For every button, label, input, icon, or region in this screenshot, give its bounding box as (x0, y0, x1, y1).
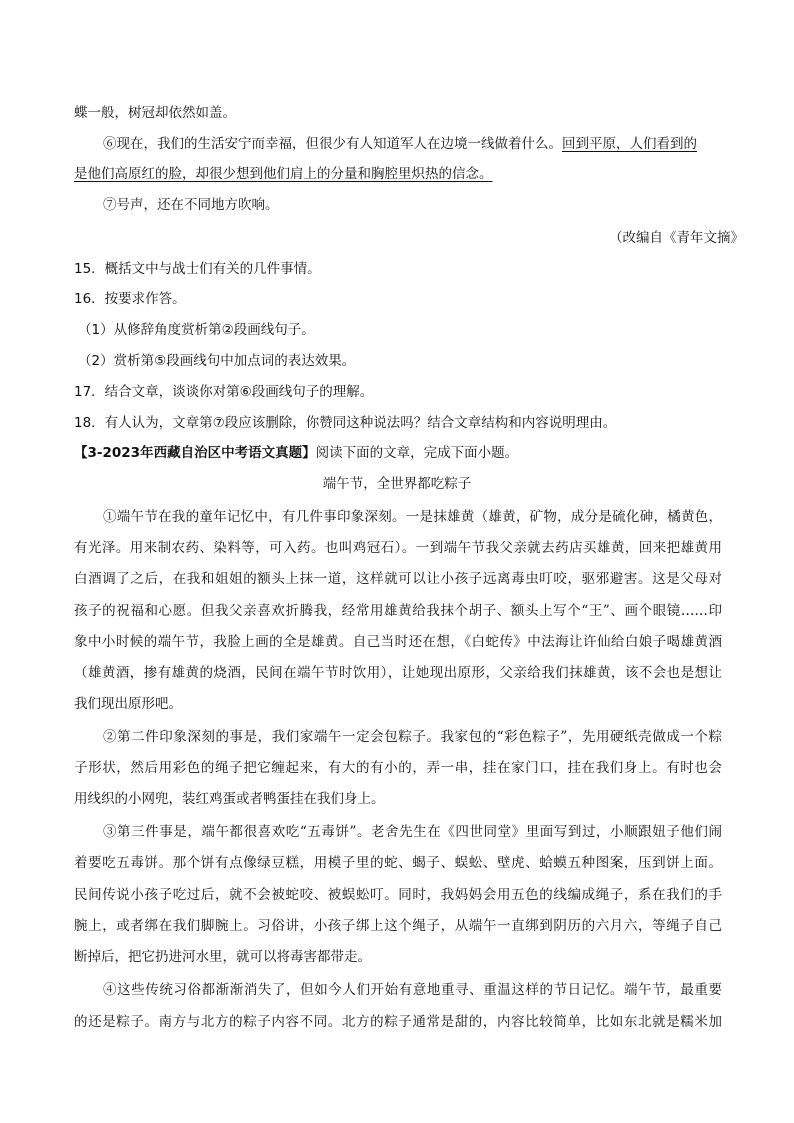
paragraph-7: ⑦号声，还在不同地方吹响。 (103, 197, 279, 213)
question-16: 16．按要求作答。 (74, 291, 186, 307)
section-tag: 【3-2023年西藏自治区中考语文真题】 (74, 445, 316, 461)
article-line: 孩子的祝福和心愿。但我父亲喜欢折腾我，经常用雄黄给我抹个胡子、额头上写个“王”、画个眼镜……印 (74, 603, 722, 619)
article-line: 着要吃五毒饼。那个饼有点像绿豆糕，用模子里的蛇、蝎子、蜈蚣、壁虎、蛤蟆五种图案，压到饼上面。 (74, 855, 722, 871)
section-header (74, 443, 722, 463)
article-line: 用线织的小网兜，装红鸡蛋或者鸭蛋挂在我们身上。 (74, 791, 385, 807)
article-line: 子形状，然后用彩色的绳子把它缠起来，有大的有小的，弄一串，挂在家门口，挂在我们身上。有时也会 (74, 760, 722, 776)
source-citation: （改编自《青年文摘》 (609, 230, 744, 246)
article-line: 断掉后，把它扔进河水里，就可以将毒害都带走。 (74, 949, 371, 965)
article-line: 我们现出原形吧。 (74, 696, 182, 712)
article-line: 有光泽。用来制农药、染料等，可入药。也叫鸡冠石）。一到端午节我父亲就去药店买雄黄，回来把雄黄用 (74, 540, 722, 556)
underlined-sentence: 回到平原，人们看到的 (562, 136, 697, 152)
article-line: ②第二件印象深刻的事是，我们家端午一定会包粽子。我家包的“彩色粽子”，先用硬纸壳做成一个粽 (103, 729, 722, 745)
section-instruction: 阅读下面的文章，完成下面小题。 (315, 445, 519, 461)
paragraph-6-text: ⑥现在，我们的生活安宁而幸福，但很少有人知道军人在边境一线做着什么。 (103, 136, 562, 152)
article-line: ④这些传统习俗都渐渐消失了，但如今人们开始有意地重寻、重温这样的节日记忆。端午节，最重要 (103, 982, 722, 998)
article-line: 的还是粽子。南方与北方的粽子内容不同。北方的粽子通常是甜的，内容比较简单，比如东北就是糯米加 (74, 1014, 722, 1030)
question-18: 18．有人认为，文章第⑦段应该删除，你赞同这种说法吗？结合文章结构和内容说明理由。 (74, 415, 617, 431)
question-17: 17．结合文章，谈谈你对第⑥段画线句子的理解。 (74, 384, 374, 400)
article-line: 白酒调了之后，在我和姐姐的额头上抹一道，这样就可以让小孩子远离毒虫叮咬，驱邪避害。这是父母对 (74, 571, 722, 587)
question-16-2: （2）赏析第⑤段画线句中加点词的表达效果。 (78, 353, 356, 369)
question-15: 15．概括文中与战士们有关的几件事情。 (74, 261, 321, 277)
article-line: ③第三件事是，端午都很喜欢吃“五毒饼”。老舍先生在《四世同堂》里面写到过，小顺跟妞子他们闹 (103, 824, 722, 840)
paragraph-6-line-2 (74, 164, 722, 184)
article-line: （雄黄酒，掺有雄黄的烧酒，民间在端午节时饮用），让她现出原形，父亲给我们抹雄黄，该不会也是想让 (74, 665, 722, 681)
question-16-1: （1）从修辞角度赏析第②段画线句子。 (78, 322, 315, 338)
article-line: 民间传说小孩子吃过后，就不会被蛇咬、被蜈蚣叮。同时，我妈妈会用五色的线编成绳子，系在我们的手 (74, 887, 722, 903)
article-line: 象中小时候的端午节，我脸上画的全是雄黄。自己当时还在想，《白蛇传》中法海让许仙给白娘子喝雄黄酒 (74, 634, 722, 650)
article-line: ①端午节在我的童年记忆中，有几件事印象深刻。一是抹雄黄（雄黄，矿物，成分是硫化砷，橘黄色， (103, 509, 722, 525)
passage-line: 蝶一般，树冠却依然如盖。 (74, 105, 236, 121)
article-title: 端午节，全世界都吃粽子 (322, 476, 472, 492)
paragraph-6-line-1 (103, 134, 722, 154)
article-line: 腕上，或者绑在我们脚腕上。习俗讲，小孩子绑上这个绳子，从端午一直绑到阴历的六月六，等绳子自己 (74, 918, 722, 934)
underlined-sentence: 是他们高原红的脸，却很少想到他们肩上的分量和胸腔里炽热的信念。 (74, 166, 493, 182)
